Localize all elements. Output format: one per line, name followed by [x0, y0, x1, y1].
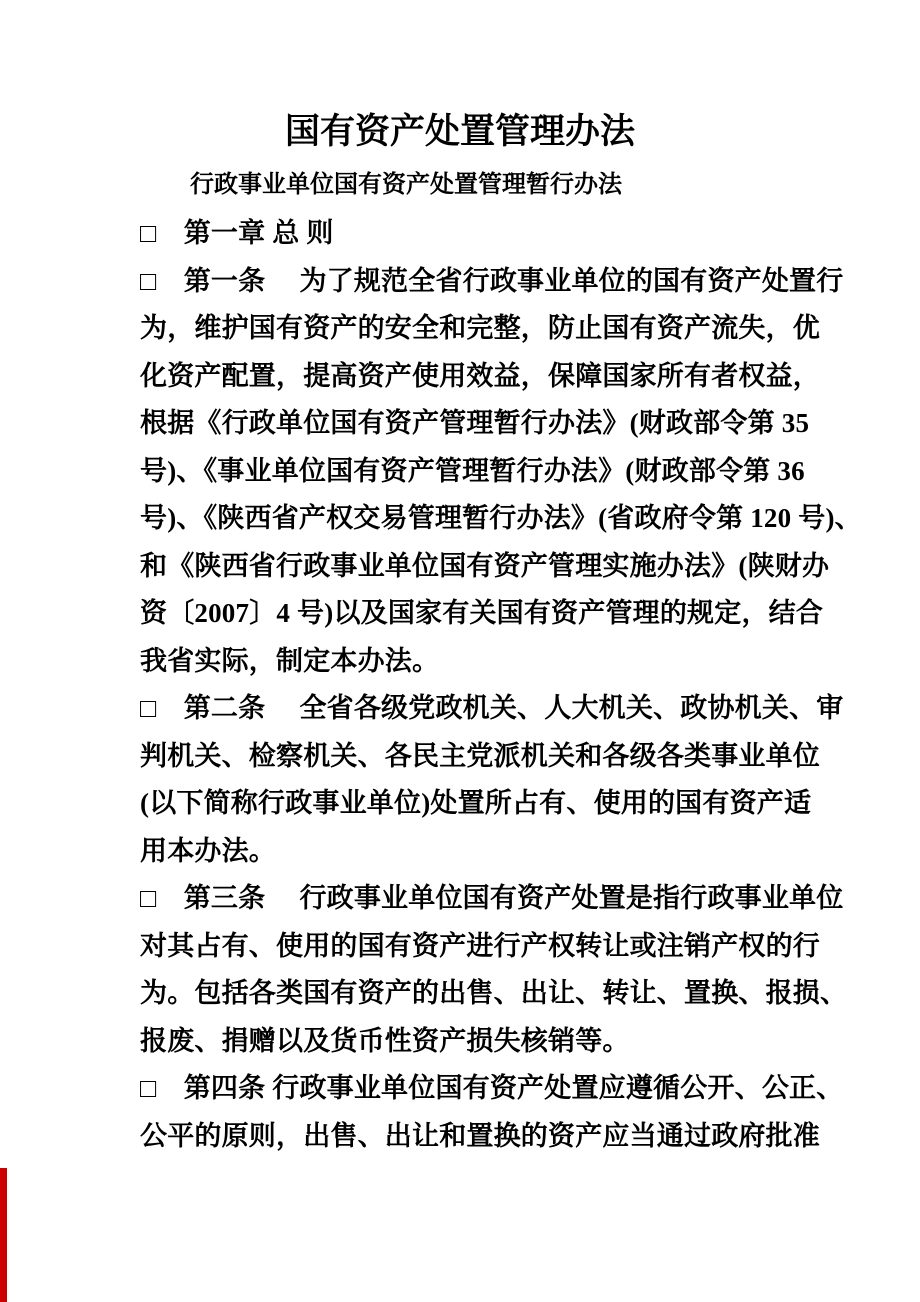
text-line: 资〔2007〕4 号)以及国家有关国有资产管理的规定，结合	[140, 598, 824, 628]
text-line: □ 第二条 全省各级党政机关、人大机关、政协机关、审	[140, 693, 844, 723]
text-line: 号)、《事业单位国有资产管理暂行办法》(财政部令第 36	[140, 455, 805, 486]
text-line: 公平的原则，出售、出让和置换的资产应当通过政府批准	[140, 1120, 820, 1151]
text-line: 我省实际，制定本办法。	[140, 645, 440, 676]
text-line: 化资产配置，提高资产使用效益，保障国家所有者权益，	[140, 360, 820, 391]
text-line: 为。包括各类国有资产的出售、出让、转让、置换、报损、	[140, 978, 848, 1008]
text-line: □ 第一章 总 则	[140, 218, 334, 248]
text-line: □ 第三条 行政事业单位国有资产处置是指行政事业单位	[140, 883, 844, 913]
text-line: (以下简称行政事业单位)处置所占有、使用的国有资产适	[140, 788, 812, 818]
text-line: □ 第一条 为了规范全省行政事业单位的国有资产处置行	[140, 265, 844, 296]
document-body	[140, 210, 880, 1160]
text-line: □ 第四条 行政事业单位国有资产处置应遵循公开、公正、	[140, 1073, 844, 1103]
document-subtitle: 行政事业单位国有资产处置管理暂行办法	[190, 172, 622, 198]
text-line: 为，维护国有资产的安全和完整，防止国有资产流失，优	[140, 313, 820, 343]
text-line: 用本办法。	[140, 835, 276, 866]
text-line: 报废、捐赠以及货币性资产损失核销等。	[140, 1025, 630, 1056]
document-title: 国有资产处置管理办法	[284, 112, 635, 151]
text-line: 和《陕西省行政事业单位国有资产管理实施办法》(陕财办	[140, 550, 830, 581]
text-line: 根据《行政单位国有资产管理暂行办法》(财政部令第 35	[140, 408, 810, 438]
text-line: 判机关、检察机关、各民主党派机关和各级各类事业单位	[140, 740, 820, 771]
left-edge-red-marker	[0, 1168, 7, 1302]
text-line: 对其占有、使用的国有资产进行产权转让或注销产权的行	[140, 930, 820, 961]
text-line: 号)、《陕西省产权交易管理暂行办法》(省政府令第 120 号)、	[140, 503, 862, 533]
